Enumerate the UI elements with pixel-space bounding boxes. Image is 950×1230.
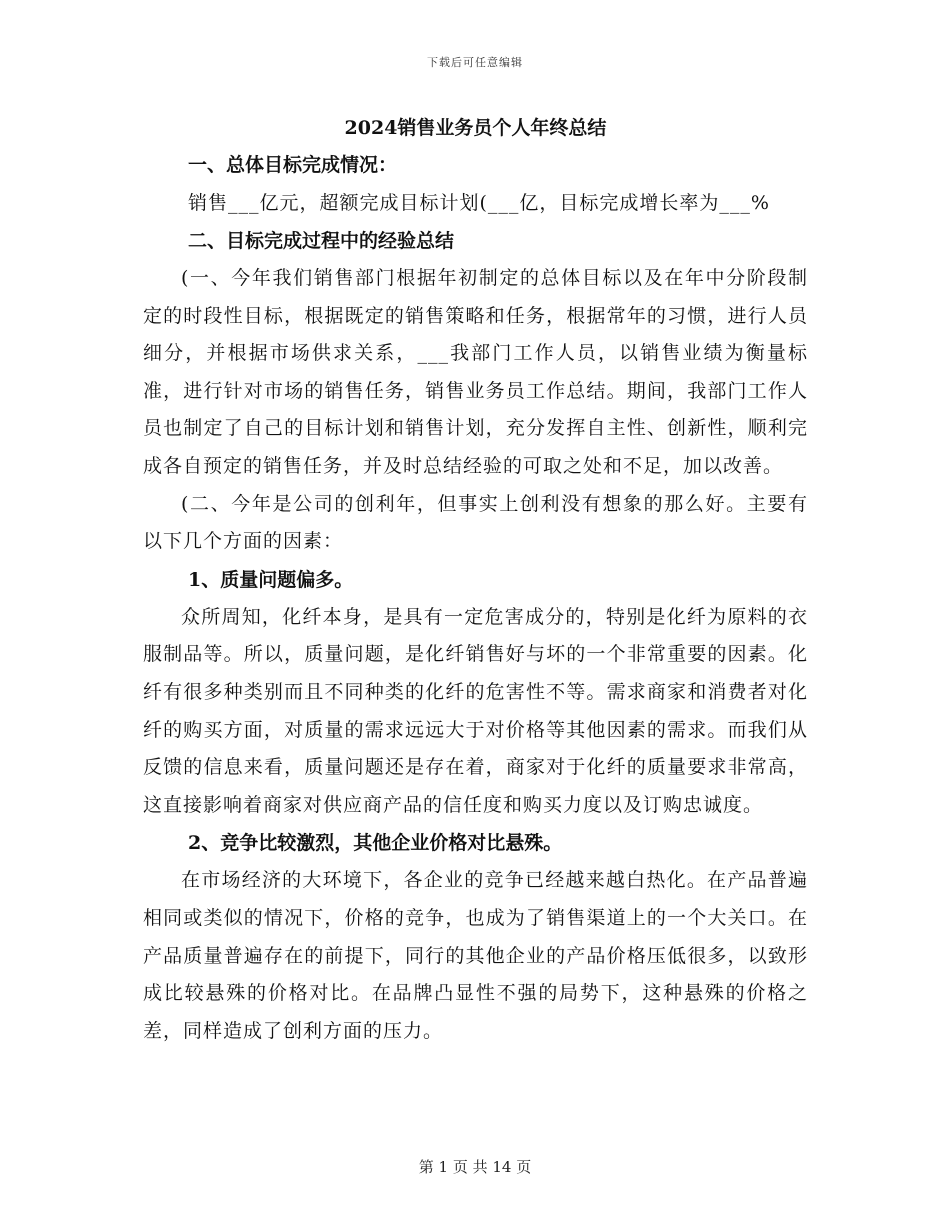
header-note: 下载后可任意编辑 — [427, 56, 523, 69]
sales-summary-line: 销售___亿元，超额完成目标计划(___亿，目标完成增长率为___% — [188, 192, 770, 214]
paragraph-quality: 众所周知，化纤本身，是具有一定危害成分的，特别是化纤为原料的衣服制品等。所以，质量问题，是化纤销售好与坏的一个非常重要的因素。化纤有很多种类别而且不同种类的化纤的危害性不等。需求商家和消费者对化纤的购买方面，对质量的需求远远大于对价格等其他因素的需求。而我们从反馈的信息来看，质量问题还是存在着，商家对于化纤的质量要求非常高，这直接影响着商家对供应商产品的信任度和购买力度以及订购忠诚度。 — [143, 605, 808, 816]
subheading-quality: 1、质量问题偏多。 — [188, 568, 354, 591]
section-heading-1: 一、总体目标完成情况： — [188, 154, 398, 176]
document-title: 2024销售业务员个人年终总结 — [344, 117, 607, 139]
paragraph-experience-2: (二、今年是公司的创利年，但事实上创利没有想象的那么好。主要有以下几个方面的因素： — [143, 492, 808, 553]
document-body — [143, 110, 808, 1050]
paragraph-experience-1: (一、今年我们销售部门根据年初制定的总体目标以及在年中分阶段制定的时段性目标，根据既定的销售策略和任务，根据常年的习惯，进行人员细分，并根据市场供求关系，___我部门工作人员，以销售业绩为衡量标准，进行针对市场的销售任务，销售业务员工作总结。期间，我部门工作人员也制定了自己的目标计划和销售计划，充分发挥自主性、创新性，顺利完成各自预定的销售任务，并及时总结经验的可取之处和不足，加以改善。 — [143, 267, 808, 477]
subheading-competition: 2、竞争比较激烈，其他企业价格对比悬殊。 — [188, 832, 563, 855]
page-footer: 第 1 页 共 14 页 — [418, 1158, 532, 1176]
section-heading-2: 二、目标完成过程中的经验总结 — [188, 230, 455, 252]
paragraph-competition: 在市场经济的大环境下，各企业的竞争已经越来越白热化。在产品普遍相同或类似的情况下，价格的竞争，也成为了销售渠道上的一个大关口。在产品质量普遍存在的前提下，同行的其他企业的产品价格压低很多，以致形成比较悬殊的价格对比。在品牌凸显性不强的局势下，这种悬殊的价格之差，同样造成了创利方面的压力。 — [143, 869, 808, 1042]
